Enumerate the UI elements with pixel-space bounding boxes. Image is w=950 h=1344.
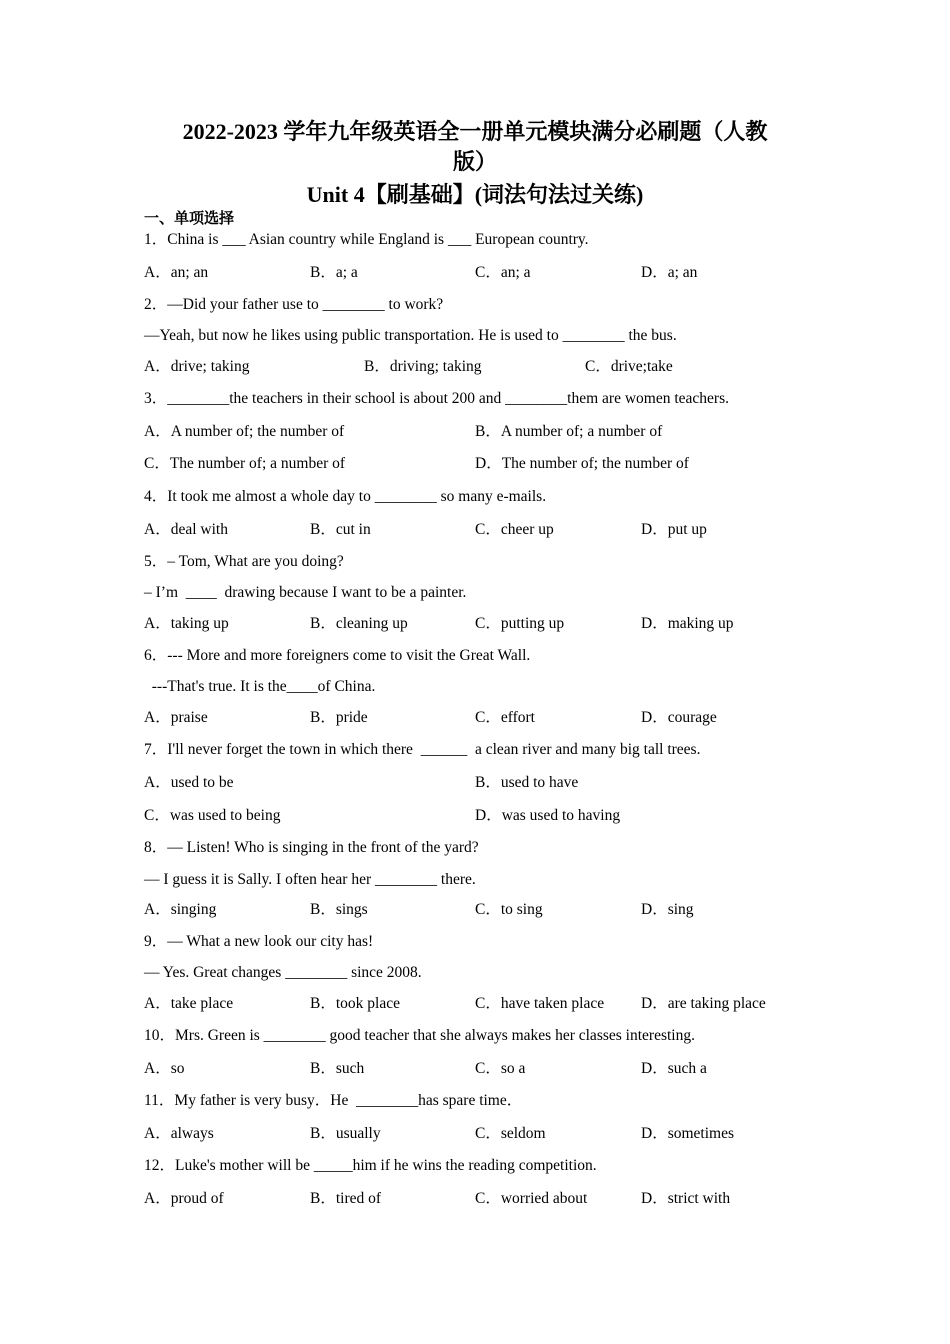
question-6-option-b: B．pride [310, 709, 368, 726]
question-8-option-a: A．singing [144, 901, 217, 918]
question-1-option-c: C．an; a [475, 264, 531, 281]
question-7-option-a: A．used to be [144, 774, 234, 791]
question-5-stem-line2: – I’m ____ drawing because I want to be a painter. [144, 584, 467, 601]
question-6-stem-line2: ---That's true. It is the____of China. [144, 678, 376, 695]
question-11-option-c: C．seldom [475, 1125, 546, 1142]
question-3-option-b: B．A number of; a number of [475, 423, 663, 440]
question-8-option-c: C．to sing [475, 901, 543, 918]
question-10-stem: 10．Mrs. Green is ________ good teacher that she always makes her classes interesting. [144, 1027, 695, 1044]
question-9-option-b: B．took place [310, 995, 400, 1012]
question-9-option-a: A．take place [144, 995, 234, 1012]
section-heading: 一、单项选择 [144, 211, 235, 227]
question-11-option-d: D．sometimes [641, 1125, 734, 1142]
question-5-stem-line1: 5．– Tom, What are you doing? [144, 553, 344, 570]
question-11-stem: 11．My father is very busy．He ________has spare time． [144, 1092, 523, 1109]
question-6-option-c: C．effort [475, 709, 535, 726]
document-title-line1: 2022-2023 学年九年级英语全一册单元模块满分必刷题（人教 [182, 119, 768, 144]
question-12-option-a: A．proud of [144, 1190, 224, 1207]
question-9-stem-line2: — Yes. Great changes ________ since 2008. [144, 964, 422, 981]
question-5-option-b: B．cleaning up [310, 615, 408, 632]
document-subtitle: Unit 4【刷基础】(词法句法过关练) [306, 182, 644, 207]
question-7-stem: 7．I'll never forget the town in which there ______ a clean river and many big tall trees. [144, 741, 701, 758]
question-3-option-c: C．The number of; a number of [144, 455, 346, 472]
question-1-option-b: B．a; a [310, 264, 358, 281]
question-1-stem: 1．China is ___ Asian country while England is ___ European country. [144, 231, 589, 248]
question-6-option-a: A．praise [144, 709, 208, 726]
question-10-option-a: A．so [144, 1060, 185, 1077]
question-12-option-c: C．worried about [475, 1190, 588, 1207]
question-3-option-d: D．The number of; the number of [475, 455, 689, 472]
question-6-stem-line1: 6．--- More and more foreigners come to visit the Great Wall. [144, 647, 531, 664]
question-8-stem-line2: — I guess it is Sally. I often hear her ________ there. [144, 871, 476, 888]
question-11-option-a: A．always [144, 1125, 214, 1142]
question-2-stem-line1: 2．—Did your father use to ________ to work? [144, 296, 444, 313]
question-2-option-b: B．driving; taking [364, 358, 482, 375]
question-5-option-d: D．making up [641, 615, 734, 632]
document-title-line2: 版） [452, 149, 497, 174]
question-12-stem: 12．Luke's mother will be _____him if he wins the reading competition. [144, 1157, 597, 1174]
question-8-stem-line1: 8．— Listen! Who is singing in the front of the yard? [144, 839, 479, 856]
question-12-option-d: D．strict with [641, 1190, 731, 1207]
question-1-option-d: D．a; an [641, 264, 698, 281]
question-8-option-d: D．sing [641, 901, 694, 918]
question-3-option-a: A．A number of; the number of [144, 423, 345, 440]
question-10-option-b: B．such [310, 1060, 365, 1077]
question-2-option-a: A．drive; taking [144, 358, 250, 375]
question-4-option-a: A．deal with [144, 521, 228, 538]
question-10-option-d: D．such a [641, 1060, 707, 1077]
question-7-option-c: C．was used to being [144, 807, 281, 824]
question-7-option-d: D．was used to having [475, 807, 621, 824]
question-5-option-c: C．putting up [475, 615, 565, 632]
question-2-option-c: C．drive;take [585, 358, 673, 375]
question-4-option-d: D．put up [641, 521, 707, 538]
question-4-stem: 4．It took me almost a whole day to ________ so many e-mails. [144, 488, 547, 505]
question-6-option-d: D．courage [641, 709, 717, 726]
question-10-option-c: C．so a [475, 1060, 526, 1077]
question-9-stem-line1: 9．— What a new look our city has! [144, 933, 374, 950]
question-2-stem-line2: —Yeah, but now he likes using public transportation. He is used to ________ the bus. [144, 327, 677, 344]
question-5-option-a: A．taking up [144, 615, 229, 632]
question-1-option-a: A．an; an [144, 264, 209, 281]
question-4-option-b: B．cut in [310, 521, 371, 538]
question-9-option-c: C．have taken place [475, 995, 605, 1012]
question-11-option-b: B．usually [310, 1125, 381, 1142]
question-4-option-c: C．cheer up [475, 521, 554, 538]
question-3-stem: 3．________the teachers in their school is about 200 and ________them are women teachers. [144, 390, 729, 407]
question-12-option-b: B．tired of [310, 1190, 382, 1207]
question-9-option-d: D．are taking place [641, 995, 766, 1012]
question-7-option-b: B．used to have [475, 774, 579, 791]
question-8-option-b: B．sings [310, 901, 368, 918]
